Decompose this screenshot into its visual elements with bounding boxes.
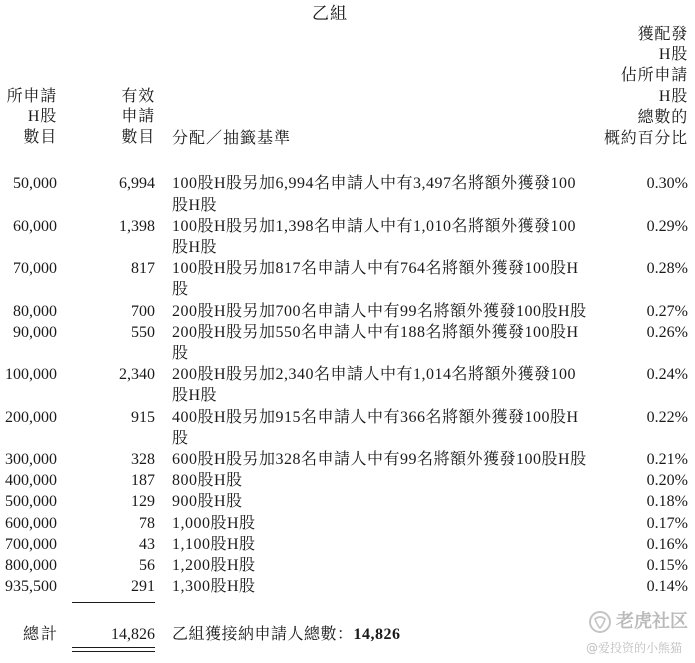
total-accepted-applicants bbox=[172, 624, 572, 645]
total-count: 14,826 bbox=[111, 625, 155, 643]
applied-shares-cell: 600,000 bbox=[5, 514, 57, 532]
allocation-basis-cell bbox=[172, 322, 602, 364]
allocation-basis-cell bbox=[172, 555, 602, 576]
table-row bbox=[0, 364, 688, 406]
approx-percentage-cell: 0.30% bbox=[646, 175, 688, 193]
approx-percentage-cell: 0.14% bbox=[646, 578, 688, 596]
header-valid-applications bbox=[90, 87, 155, 149]
header-applied-line: 所申請 bbox=[6, 87, 57, 105]
allocation-basis-line: 股H股 bbox=[172, 239, 218, 256]
allocation-basis-line: 100股H股另加6,994名申請人中有3,497名將額外獲發100 bbox=[172, 175, 577, 193]
table-row bbox=[0, 173, 688, 215]
allocation-basis-cell bbox=[172, 449, 602, 470]
valid-applications-cell: 817 bbox=[131, 260, 155, 278]
applied-shares-cell: 60,000 bbox=[13, 217, 57, 235]
allocation-basis-line: 600股H股另加328名申請人中有99名將額外獲發100股H股 bbox=[172, 451, 587, 469]
applied-shares-cell: 935,500 bbox=[5, 578, 57, 596]
table-row bbox=[0, 534, 688, 555]
table-row bbox=[0, 555, 688, 576]
applied-shares-cell: 80,000 bbox=[13, 302, 57, 320]
approx-percentage-cell: 0.26% bbox=[646, 323, 688, 341]
applied-shares-cell: 200,000 bbox=[5, 408, 57, 426]
valid-applications-cell: 291 bbox=[131, 578, 155, 596]
allocation-basis-cell bbox=[172, 258, 602, 300]
applied-shares-cell: 50,000 bbox=[13, 175, 57, 193]
valid-applications-cell: 550 bbox=[131, 323, 155, 341]
allocation-basis-line: 200股H股另加700名申請人中有99名將額外獲發100股H股 bbox=[172, 302, 587, 320]
table-row bbox=[0, 216, 688, 258]
valid-applications-cell: 56 bbox=[139, 557, 155, 575]
allocation-basis-line: 1,200股H股 bbox=[172, 557, 256, 575]
allocation-basis-line: 400股H股另加915名申請人中有366名將額外獲發100股H bbox=[172, 408, 579, 426]
allocation-basis-line: 股 bbox=[172, 345, 189, 363]
allocation-basis-line: 股 bbox=[172, 429, 189, 447]
valid-applications-cell: 6,994 bbox=[119, 175, 155, 193]
allocation-basis-cell bbox=[172, 470, 602, 491]
allocation-basis-line: 1,100股H股 bbox=[172, 535, 256, 553]
header-allocation-basis: 分配／抽籤基準 bbox=[172, 129, 292, 147]
header-applied-shares bbox=[0, 87, 57, 149]
valid-applications-cell: 78 bbox=[139, 514, 155, 532]
subtotal-rule bbox=[72, 602, 155, 603]
table-row bbox=[0, 322, 688, 364]
total-label: 總計 bbox=[22, 625, 59, 643]
applied-shares-cell: 400,000 bbox=[5, 472, 57, 490]
allocation-basis-line: 100股H股另加817名申請人中有764名將額外獲發100股H bbox=[172, 260, 579, 278]
table-row bbox=[0, 301, 688, 322]
approx-percentage-cell: 0.28% bbox=[646, 260, 688, 278]
approx-percentage-cell: 0.24% bbox=[646, 366, 688, 384]
table-row bbox=[0, 407, 688, 449]
allocation-basis-line: 1,300股H股 bbox=[172, 578, 256, 596]
allocation-basis-line: 900股H股 bbox=[172, 493, 243, 511]
valid-applications-cell: 1,398 bbox=[119, 217, 155, 235]
allocation-basis-cell bbox=[172, 173, 602, 215]
approx-percentage-cell: 0.18% bbox=[646, 493, 688, 511]
header-valid-line: 有效 bbox=[121, 87, 155, 105]
approx-percentage-cell: 0.17% bbox=[646, 514, 688, 532]
header-valid-line: 申請 bbox=[121, 108, 155, 126]
valid-applications-cell: 43 bbox=[139, 535, 155, 553]
approx-percentage-cell: 0.20% bbox=[646, 472, 688, 490]
valid-applications-cell: 187 bbox=[131, 472, 155, 490]
allocation-basis-line: 100股H股另加1,398名申請人中有1,010名將額外獲發100 bbox=[172, 217, 577, 235]
header-applied-line: H股 bbox=[27, 108, 57, 126]
header-percent-line: 獲配發 bbox=[637, 25, 688, 43]
allocation-basis-cell bbox=[172, 534, 602, 555]
applied-shares-cell: 100,000 bbox=[5, 366, 57, 384]
applied-shares-cell: 700,000 bbox=[5, 535, 57, 553]
approx-percentage-cell: 0.16% bbox=[646, 535, 688, 553]
applied-shares-cell: 70,000 bbox=[13, 260, 57, 278]
header-percent-line: H股 bbox=[658, 87, 688, 105]
approx-percentage-cell: 0.21% bbox=[646, 451, 688, 469]
total-basis-value: 14,826 bbox=[353, 625, 401, 643]
allocation-basis-line: 200股H股另加550名申請人中有188名將額外獲發100股H bbox=[172, 323, 579, 341]
valid-applications-cell: 700 bbox=[131, 302, 155, 320]
allocation-basis-cell bbox=[172, 301, 602, 322]
allocation-basis-line: 股H股 bbox=[172, 387, 218, 405]
allocation-basis-line: 800股H股 bbox=[172, 472, 243, 490]
tiger-logo-icon bbox=[588, 610, 612, 634]
approx-percentage-cell: 0.29% bbox=[646, 217, 688, 235]
approx-percentage-cell: 0.22% bbox=[646, 408, 688, 426]
table-row bbox=[0, 470, 688, 491]
header-approx-percentage bbox=[540, 25, 688, 150]
allocation-basis-line: 股 bbox=[172, 281, 189, 299]
allocation-basis-cell bbox=[172, 364, 602, 406]
allotment-rows bbox=[0, 173, 688, 597]
table-row bbox=[0, 576, 688, 597]
table-row bbox=[0, 491, 688, 512]
watermark-brand: 老虎社区 bbox=[616, 611, 688, 632]
allocation-basis-line: 股H股 bbox=[172, 196, 218, 214]
total-basis-prefix: 乙組獲接納申請人總數： bbox=[172, 625, 354, 643]
watermark-handle: @爱投资的小熊猫 bbox=[586, 641, 683, 655]
header-valid-line: 數目 bbox=[121, 129, 155, 147]
applied-shares-cell: 300,000 bbox=[5, 451, 57, 469]
group-title: 乙組 bbox=[312, 4, 348, 23]
allocation-basis-cell bbox=[172, 216, 602, 258]
header-percent-line: 佔所申請 bbox=[620, 67, 688, 85]
valid-applications-cell: 915 bbox=[131, 408, 155, 426]
valid-applications-cell: 328 bbox=[131, 451, 155, 469]
allocation-basis-cell bbox=[172, 491, 602, 512]
header-percent-line: 概約百分比 bbox=[603, 129, 688, 147]
approx-percentage-cell: 0.15% bbox=[646, 557, 688, 575]
allocation-basis-line: 200股H股另加2,340名申請人中有1,014名將額外獲發100 bbox=[172, 366, 577, 384]
total-double-rule bbox=[72, 647, 155, 652]
header-percent-line: H股 bbox=[658, 46, 688, 64]
approx-percentage-cell: 0.27% bbox=[646, 302, 688, 320]
allocation-basis-line: 1,000股H股 bbox=[172, 514, 256, 532]
valid-applications-cell: 2,340 bbox=[119, 366, 155, 384]
header-percent-line: 總數的 bbox=[637, 108, 688, 126]
table-row bbox=[0, 258, 688, 300]
applied-shares-cell: 800,000 bbox=[5, 557, 57, 575]
allocation-basis-cell bbox=[172, 513, 602, 534]
applied-shares-cell: 500,000 bbox=[5, 493, 57, 511]
header-applied-line: 數目 bbox=[23, 129, 57, 147]
applied-shares-cell: 90,000 bbox=[13, 323, 57, 341]
allocation-basis-cell bbox=[172, 407, 602, 449]
table-row bbox=[0, 449, 688, 470]
allocation-basis-cell bbox=[172, 576, 602, 597]
valid-applications-cell: 129 bbox=[131, 493, 155, 511]
table-row bbox=[0, 513, 688, 534]
